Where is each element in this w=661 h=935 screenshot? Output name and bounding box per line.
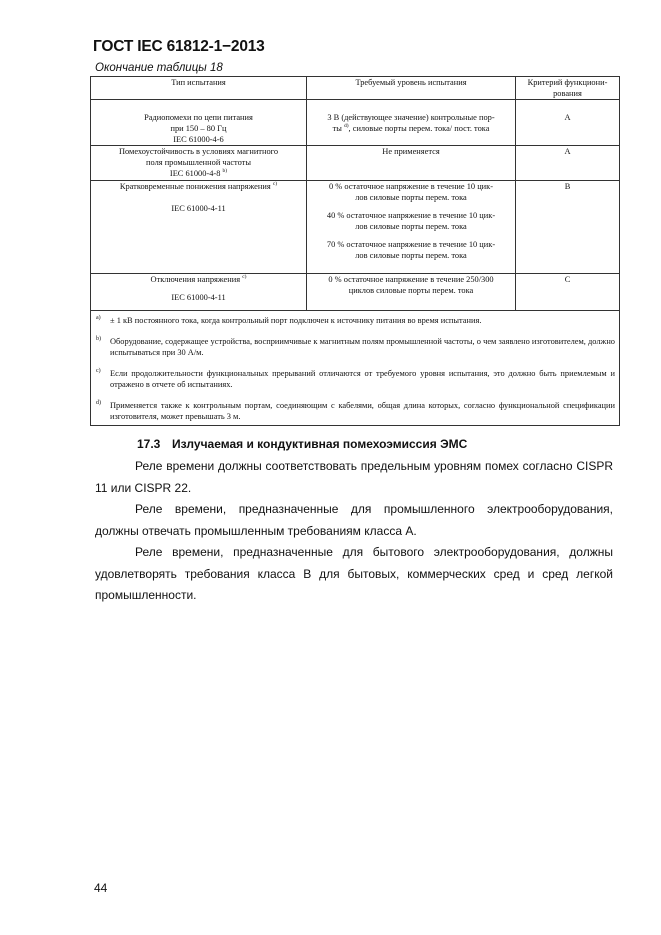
test-type-cell: Отключения напряжения $^{c)}$ IEC 61000-4-11 [91,274,307,311]
table-header-row [91,77,620,100]
paragraph: Реле времени должны соответствовать предельным уровням помех согласно CISPR 11 или CISPR 22. [95,459,613,495]
test-level-cell: 3 В (действующее значение) контрольные пор- ты $^{d)}$, силовые порты перем. тока/ пост. тока [307,100,516,146]
test-type-cell: Помехоустойчивость в условиях магнитного поля промышленной частоты IEC 61000-4-8 $^{b)}$ [91,146,307,181]
test-level-cell: 0 % остаточное напряжение в течение 250/300 циклов силовые порты перем. тока [307,274,516,311]
test-level-cell: 0 % остаточное напряжение в течение 10 цик- лов силовые порты перем. тока 40 % остаточное напряжение в течение 10 цик- лов силовые порты перем. тока 70 % остаточное напряжение в течение 10 цик- лов силовые порты перем. тока [307,181,516,274]
criterion-cell: C [516,274,620,311]
document-title: ГОСТ IEC 61812-1−2013 [93,38,265,55]
table-notes [91,311,620,426]
table-row [91,274,620,311]
column-header-test-type: Тип испытания [91,77,307,100]
test-level-cell: Не применяется [307,146,516,181]
table-caption: Окончание таблицы 18 [95,62,223,74]
paragraph: Реле времени, предназначенные для бытового электрооборудования, должны удовлетворять требования класса В для бытовых, коммерческих сред и сред легкой промышленности. [95,545,613,602]
column-header-criterion: Критерий функциони-рования [516,77,620,100]
criterion-cell: A [516,100,620,146]
paragraph: Реле времени, предназначенные для промышленного электрооборудования, должны отвечать промышленным требованиям класса А. [95,502,613,538]
section-heading [137,437,467,451]
table-row [91,181,620,274]
page-number: 44 [94,881,108,895]
section-number: 17.3 [137,437,161,451]
footnote: a) ± 1 кВ постоянного тока, когда контрольный порт подключен к источнику питания во время испытания. [96,315,482,325]
column-header-test-level: Требуемый уровень испытания [307,77,516,100]
footnote: c) Если продолжительности функциональных прерываний отличаются от требуемого уровня испытания, это должно быть приемлемым и отражено в отчете об испытаниях. [96,368,615,389]
criterion-cell: B [516,181,620,274]
section-body [95,456,613,607]
footnote: d) Применяется также к контрольным портам, соединяющим с кабелями, общая длина которых, согласно функциональной спецификации изготовителя, может превышать 3 м. [96,400,615,421]
test-levels-table [90,76,620,426]
table-notes-row [91,311,620,426]
table-row [91,100,620,146]
footnote: b) Оборудование, содержащее устройства, восприимчивые к магнитным полям промышленной частоты, о чем заявлено изготовителем, должно испытываться при 30 А/м. [96,336,615,357]
table-row [91,146,620,181]
test-type-cell: Кратковременные понижения напряжения $^{c)}$ IEC 61000-4-11 [91,181,307,274]
test-type-cell: Радиопомехи по цепи питания при 150 – 80 Гц IEC 61000-4-6 [91,100,307,146]
section-title: Излучаемая и кондуктивная помехоэмиссия ЭМС [172,437,468,451]
criterion-cell: A [516,146,620,181]
